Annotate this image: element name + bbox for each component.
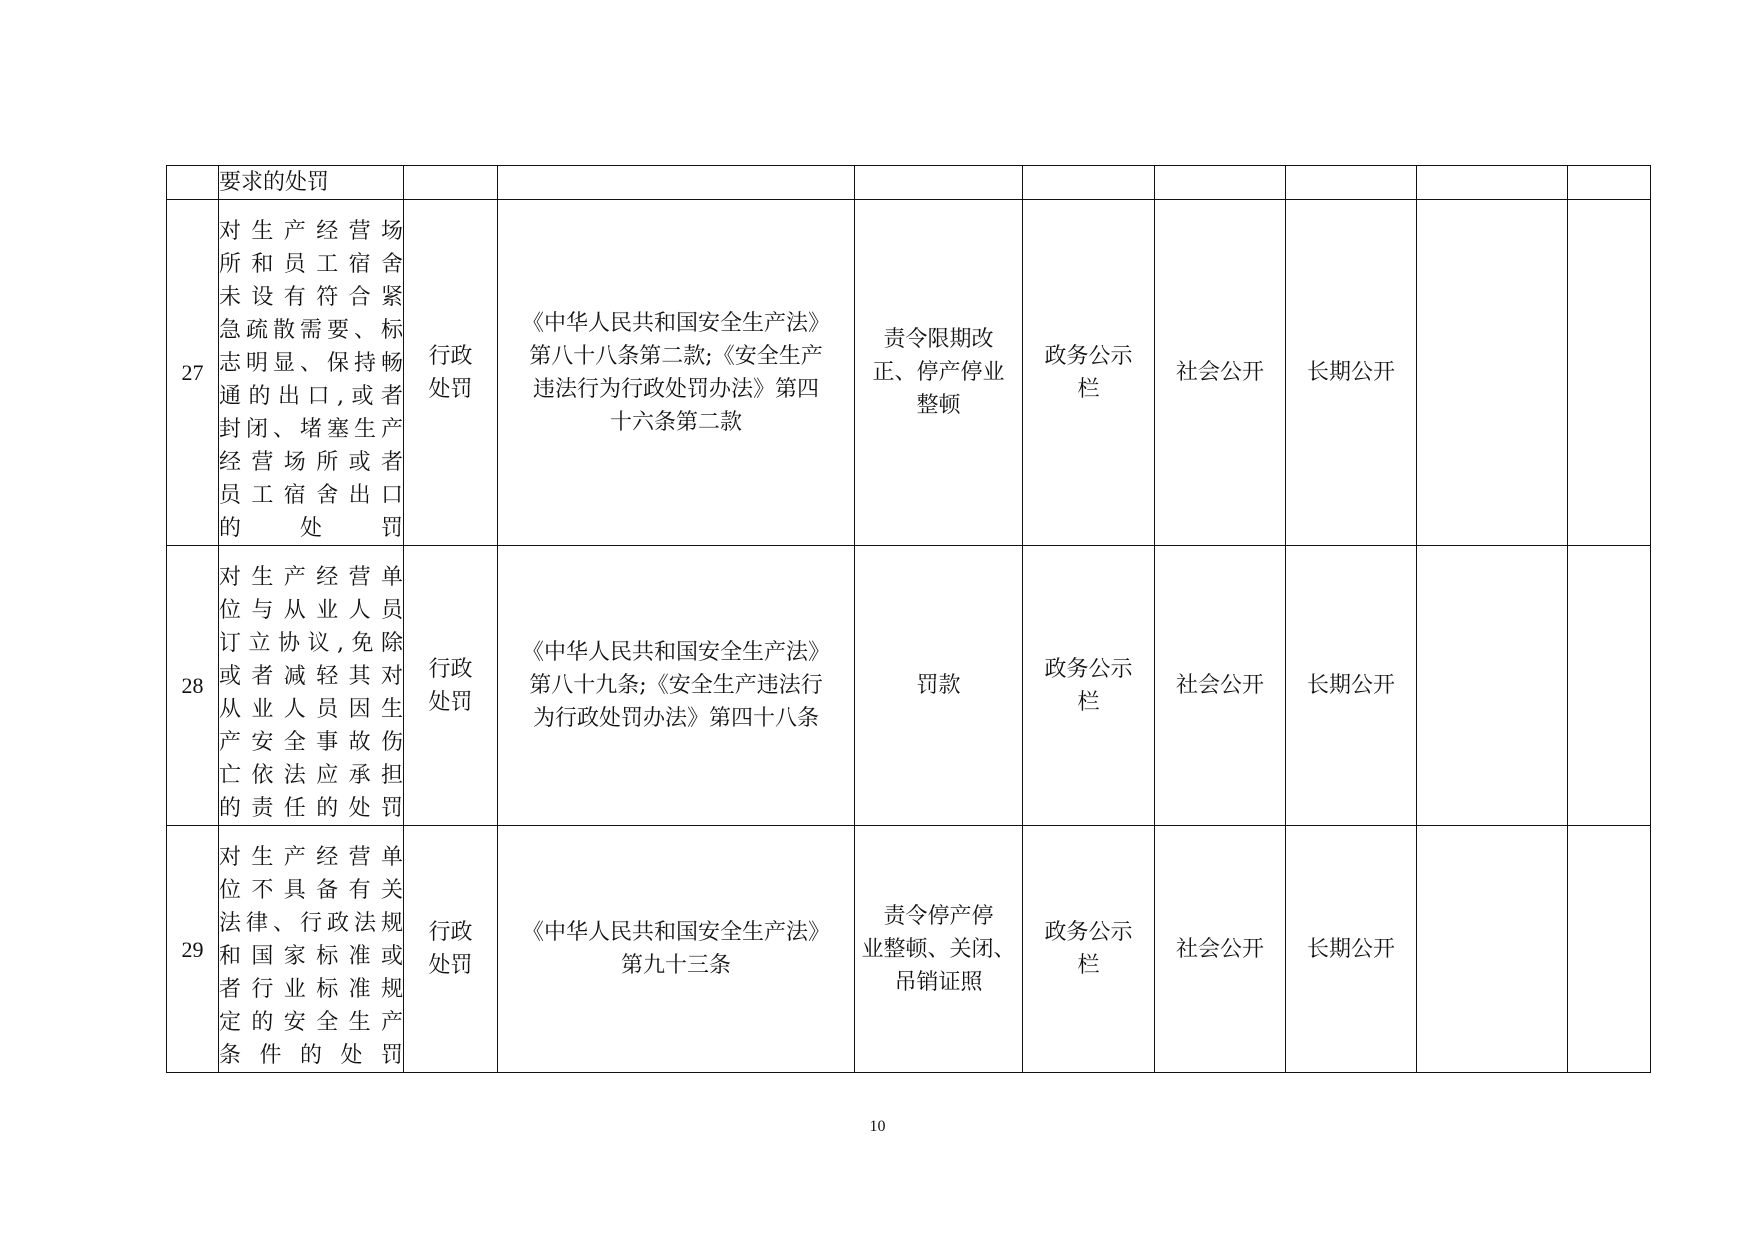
type-text: 行政 处罚 — [428, 920, 473, 978]
disclosure-table — [166, 165, 1651, 1073]
cell-no: 27 — [167, 200, 219, 546]
cell-carrier — [1023, 826, 1155, 1073]
carrier-text: 政务公示 栏 — [1044, 920, 1133, 978]
carrier-text: 政务公示 栏 — [1044, 343, 1133, 402]
cell-content — [855, 826, 1023, 1073]
item-text: 对生产经营单 位与从业人员 订立协议,免除 或者减轻其对 从业人员因生 产安全事故伤 亡依法应承担 的责任的处罚 — [219, 565, 403, 821]
cell-period: 长期公开 — [1286, 826, 1417, 1073]
cell-scope: 社会公开 — [1155, 200, 1286, 546]
basis-text: 《中华人民共和国安全生产法》 第九十三条 — [521, 920, 830, 978]
content-text: 责令停产停 业整顿、关闭、 吊销证照 — [861, 903, 1016, 995]
cell-content — [855, 546, 1023, 826]
cell-content — [855, 166, 1023, 200]
cell-no — [167, 166, 219, 200]
cell-no: 29 — [167, 826, 219, 1073]
carrier-text: 政务公示 栏 — [1044, 656, 1133, 715]
cell-extra-2 — [1568, 546, 1651, 826]
item-text: 对生产经营单 位不具备有关 法律、行政法规 和国家标准或 者行业标准规 定的安全生产 条件的处罚 — [219, 845, 403, 1068]
table-row — [167, 200, 1651, 546]
table-row — [167, 546, 1651, 826]
basis-text: 《中华人民共和国安全生产法》 第八十九条;《安全生产违法行 为行政处罚办法》第四十八条 — [521, 640, 830, 731]
cell-extra-1 — [1417, 826, 1568, 1073]
cell-content — [855, 200, 1023, 546]
cell-item — [219, 166, 404, 200]
cell-extra-2 — [1568, 200, 1651, 546]
cell-period — [1286, 166, 1417, 200]
cell-type — [404, 546, 498, 826]
cell-extra-1 — [1417, 166, 1568, 200]
table-row-continued — [167, 166, 1651, 200]
basis-text: 《中华人民共和国安全生产法》 第八十八条第二款;《安全生产 违法行为行政处罚办法》第四 十六条第二款 — [521, 310, 830, 435]
type-text: 行政 处罚 — [428, 656, 473, 715]
cell-basis — [498, 200, 855, 546]
cell-type — [404, 200, 498, 546]
cell-scope: 社会公开 — [1155, 546, 1286, 826]
cell-basis — [498, 166, 855, 200]
table-row — [167, 826, 1651, 1073]
cell-carrier — [1023, 546, 1155, 826]
cell-no: 28 — [167, 546, 219, 826]
cell-basis — [498, 826, 855, 1073]
cell-item — [219, 826, 404, 1073]
cell-period: 长期公开 — [1286, 200, 1417, 546]
cell-type — [404, 166, 498, 200]
cell-scope: 社会公开 — [1155, 826, 1286, 1073]
cell-scope — [1155, 166, 1286, 200]
cell-extra-2 — [1568, 166, 1651, 200]
cell-item — [219, 200, 404, 546]
content-text: 罚款 — [916, 673, 961, 698]
cell-carrier — [1023, 166, 1155, 200]
cell-carrier — [1023, 200, 1155, 546]
item-text: 对生产经营场 所和员工宿舍 未设有符合紧 急疏散需要、标 志明显、保持畅 通的出口,或者 封闭、堵塞生产 经营场所或者 员工宿舍出口 的处罚 — [219, 219, 403, 541]
cell-extra-1 — [1417, 200, 1568, 546]
cell-extra-2 — [1568, 826, 1651, 1073]
item-text: 要求的处罚 — [219, 170, 330, 195]
cell-type — [404, 826, 498, 1073]
type-text: 行政 处罚 — [428, 343, 473, 402]
cell-extra-1 — [1417, 546, 1568, 826]
cell-item — [219, 546, 404, 826]
cell-period: 长期公开 — [1286, 546, 1417, 826]
content-text: 责令限期改 正、停产停业 整顿 — [872, 327, 1005, 418]
page-number: 10 — [869, 1118, 886, 1135]
cell-basis — [498, 546, 855, 826]
